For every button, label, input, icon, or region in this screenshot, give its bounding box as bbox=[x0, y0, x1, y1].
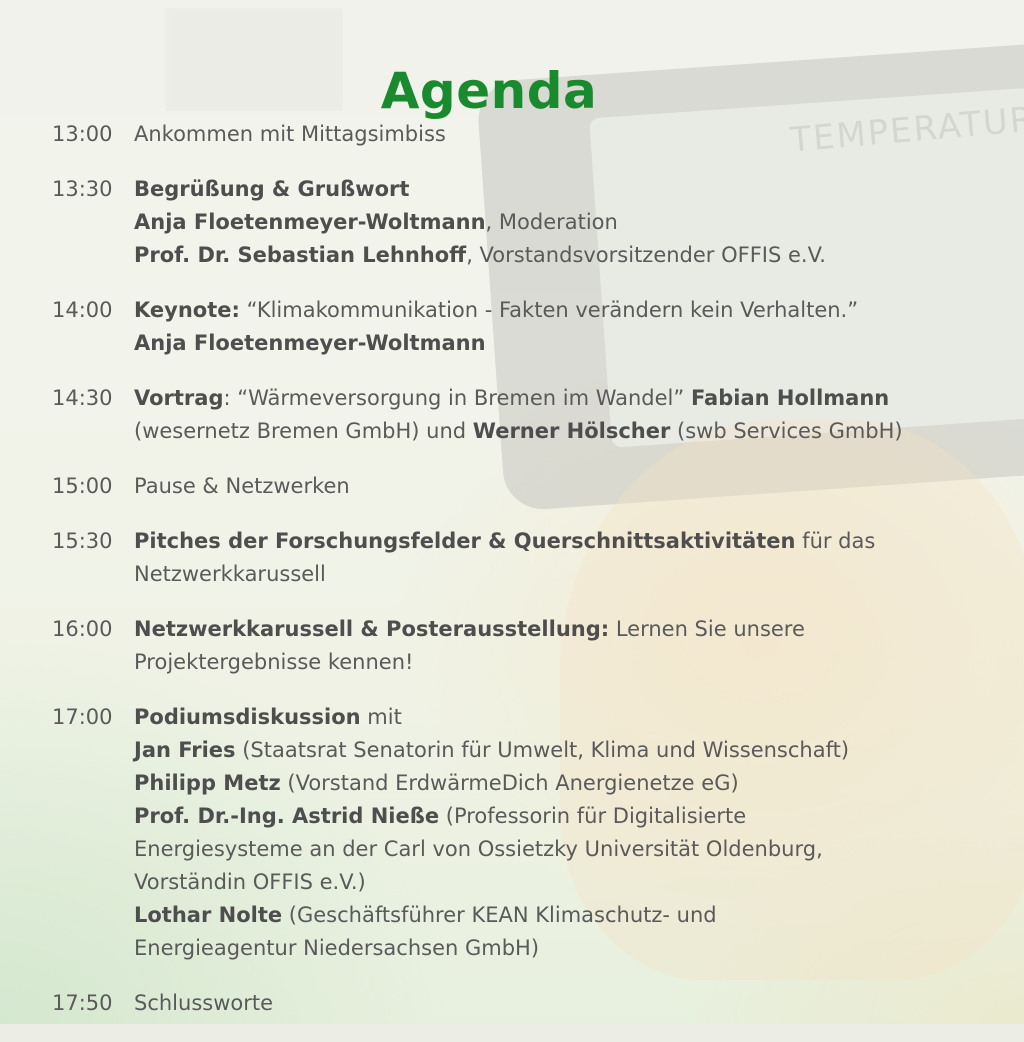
agenda-text: Projektergebnisse kennen! bbox=[134, 650, 414, 674]
agenda-text: (Vorstand ErdwärmeDich Anergienetze eG) bbox=[280, 771, 739, 795]
agenda-text: : “Wärmeversorgung in Bremen im Wandel” bbox=[223, 386, 691, 410]
agenda-bold-text: Prof. Dr. Sebastian Lehnhoff bbox=[134, 243, 467, 267]
agenda-line bbox=[134, 646, 1012, 679]
agenda-bold-text: Anja Floetenmeyer-Woltmann bbox=[134, 210, 486, 234]
agenda-text: Lernen Sie unsere bbox=[609, 617, 805, 641]
agenda-bold-text: Lothar Nolte bbox=[134, 903, 283, 927]
agenda-text: mit bbox=[360, 705, 402, 729]
agenda-time: 15:30 bbox=[52, 529, 113, 553]
agenda-text: “Klimakommunikation - Fakten verändern kein Verhalten.” bbox=[239, 298, 859, 322]
agenda-item bbox=[52, 701, 1012, 965]
agenda-content bbox=[134, 987, 1012, 1020]
agenda-bold-text: Prof. Dr.-Ing. Astrid Nieße bbox=[134, 804, 440, 828]
agenda-line bbox=[134, 239, 1012, 272]
agenda-text: (wesernetz Bremen GmbH) und bbox=[134, 419, 473, 443]
agenda-line bbox=[134, 701, 1012, 734]
agenda-line bbox=[134, 415, 1012, 448]
agenda-content bbox=[134, 525, 1012, 591]
agenda-item bbox=[52, 613, 1012, 679]
agenda-text: Energieagentur Niedersachsen GmbH) bbox=[134, 936, 540, 960]
agenda-content bbox=[134, 173, 1012, 272]
agenda-bold-text: Philipp Metz bbox=[134, 771, 281, 795]
agenda-item bbox=[52, 470, 1012, 503]
agenda-line bbox=[134, 613, 1012, 646]
agenda-text: , Vorstandsvorsitzender OFFIS e.V. bbox=[466, 243, 826, 267]
agenda-item bbox=[52, 382, 1012, 448]
agenda-line bbox=[134, 294, 1012, 327]
agenda-time: 14:30 bbox=[52, 386, 113, 410]
agenda-line bbox=[134, 800, 1012, 833]
agenda-content bbox=[134, 613, 1012, 679]
agenda-bold-text: Anja Floetenmeyer-Woltmann bbox=[134, 331, 486, 355]
agenda-time: 13:30 bbox=[52, 177, 113, 201]
agenda-bold-text: Vortrag bbox=[134, 386, 224, 410]
agenda-line bbox=[134, 173, 1012, 206]
agenda-line bbox=[134, 558, 1012, 591]
agenda-item bbox=[52, 173, 1012, 272]
agenda-bold-text: Pitches der Forschungsfelder & Querschnittsaktivitäten bbox=[134, 529, 796, 553]
agenda-content bbox=[134, 294, 1012, 360]
agenda-item bbox=[52, 118, 1012, 151]
agenda-line bbox=[134, 932, 1012, 965]
page-title: Agenda bbox=[380, 61, 598, 120]
agenda-time: 17:00 bbox=[52, 705, 113, 729]
agenda-time: 17:50 bbox=[52, 991, 113, 1015]
agenda-bold-text: Begrüßung & Grußwort bbox=[134, 177, 410, 201]
agenda-line bbox=[134, 734, 1012, 767]
agenda-content bbox=[134, 382, 1012, 448]
agenda-text: Vorständin OFFIS e.V.) bbox=[134, 870, 366, 894]
agenda-text: Schlussworte bbox=[134, 991, 274, 1015]
agenda-line bbox=[134, 327, 1012, 360]
agenda-bold-text: Keynote: bbox=[134, 298, 240, 322]
agenda-text: für das bbox=[795, 529, 876, 553]
agenda-line bbox=[134, 382, 1012, 415]
agenda-line bbox=[134, 118, 1012, 151]
agenda-bold-text: Fabian Hollmann bbox=[690, 386, 890, 410]
agenda-content bbox=[134, 701, 1012, 965]
agenda-line bbox=[134, 833, 1012, 866]
agenda-line bbox=[134, 987, 1012, 1020]
agenda-list bbox=[52, 118, 1012, 1042]
agenda-bold-text: Podiumsdiskussion bbox=[134, 705, 361, 729]
agenda-line bbox=[134, 206, 1012, 239]
agenda-text: (Staatsrat Senatorin für Umwelt, Klima und Wissenschaft) bbox=[235, 738, 850, 762]
agenda-text: (swb Services GmbH) bbox=[670, 419, 903, 443]
agenda-line bbox=[134, 767, 1012, 800]
agenda-text: Energiesysteme an der Carl von Ossietzky Universität Oldenburg, bbox=[134, 837, 823, 861]
agenda-text: Netzwerkkarussell bbox=[134, 562, 326, 586]
agenda-line bbox=[134, 470, 1012, 503]
agenda-item bbox=[52, 987, 1012, 1020]
agenda-content bbox=[134, 470, 1012, 503]
agenda-text: Ankommen mit Mittagsimbiss bbox=[134, 122, 446, 146]
agenda-line bbox=[134, 899, 1012, 932]
agenda-item bbox=[52, 294, 1012, 360]
agenda-text: (Geschäftsführer KEAN Klimaschutz- und bbox=[282, 903, 717, 927]
agenda-time: 15:00 bbox=[52, 474, 113, 498]
agenda-bold-text: Jan Fries bbox=[134, 738, 236, 762]
agenda-time: 13:00 bbox=[52, 122, 113, 146]
agenda-line bbox=[134, 525, 1012, 558]
agenda-text: , Moderation bbox=[485, 210, 618, 234]
agenda-bold-text: Netzwerkkarussell & Posterausstellung: bbox=[134, 617, 610, 641]
agenda-time: 16:00 bbox=[52, 617, 113, 641]
agenda-line bbox=[134, 866, 1012, 899]
agenda-item bbox=[52, 525, 1012, 591]
agenda-content bbox=[134, 118, 1012, 151]
agenda-text: Pause & Netzwerken bbox=[134, 474, 350, 498]
agenda-text: (Professorin für Digitalisierte bbox=[439, 804, 747, 828]
agenda-bold-text: Werner Hölscher bbox=[472, 419, 671, 443]
agenda-time: 14:00 bbox=[52, 298, 113, 322]
